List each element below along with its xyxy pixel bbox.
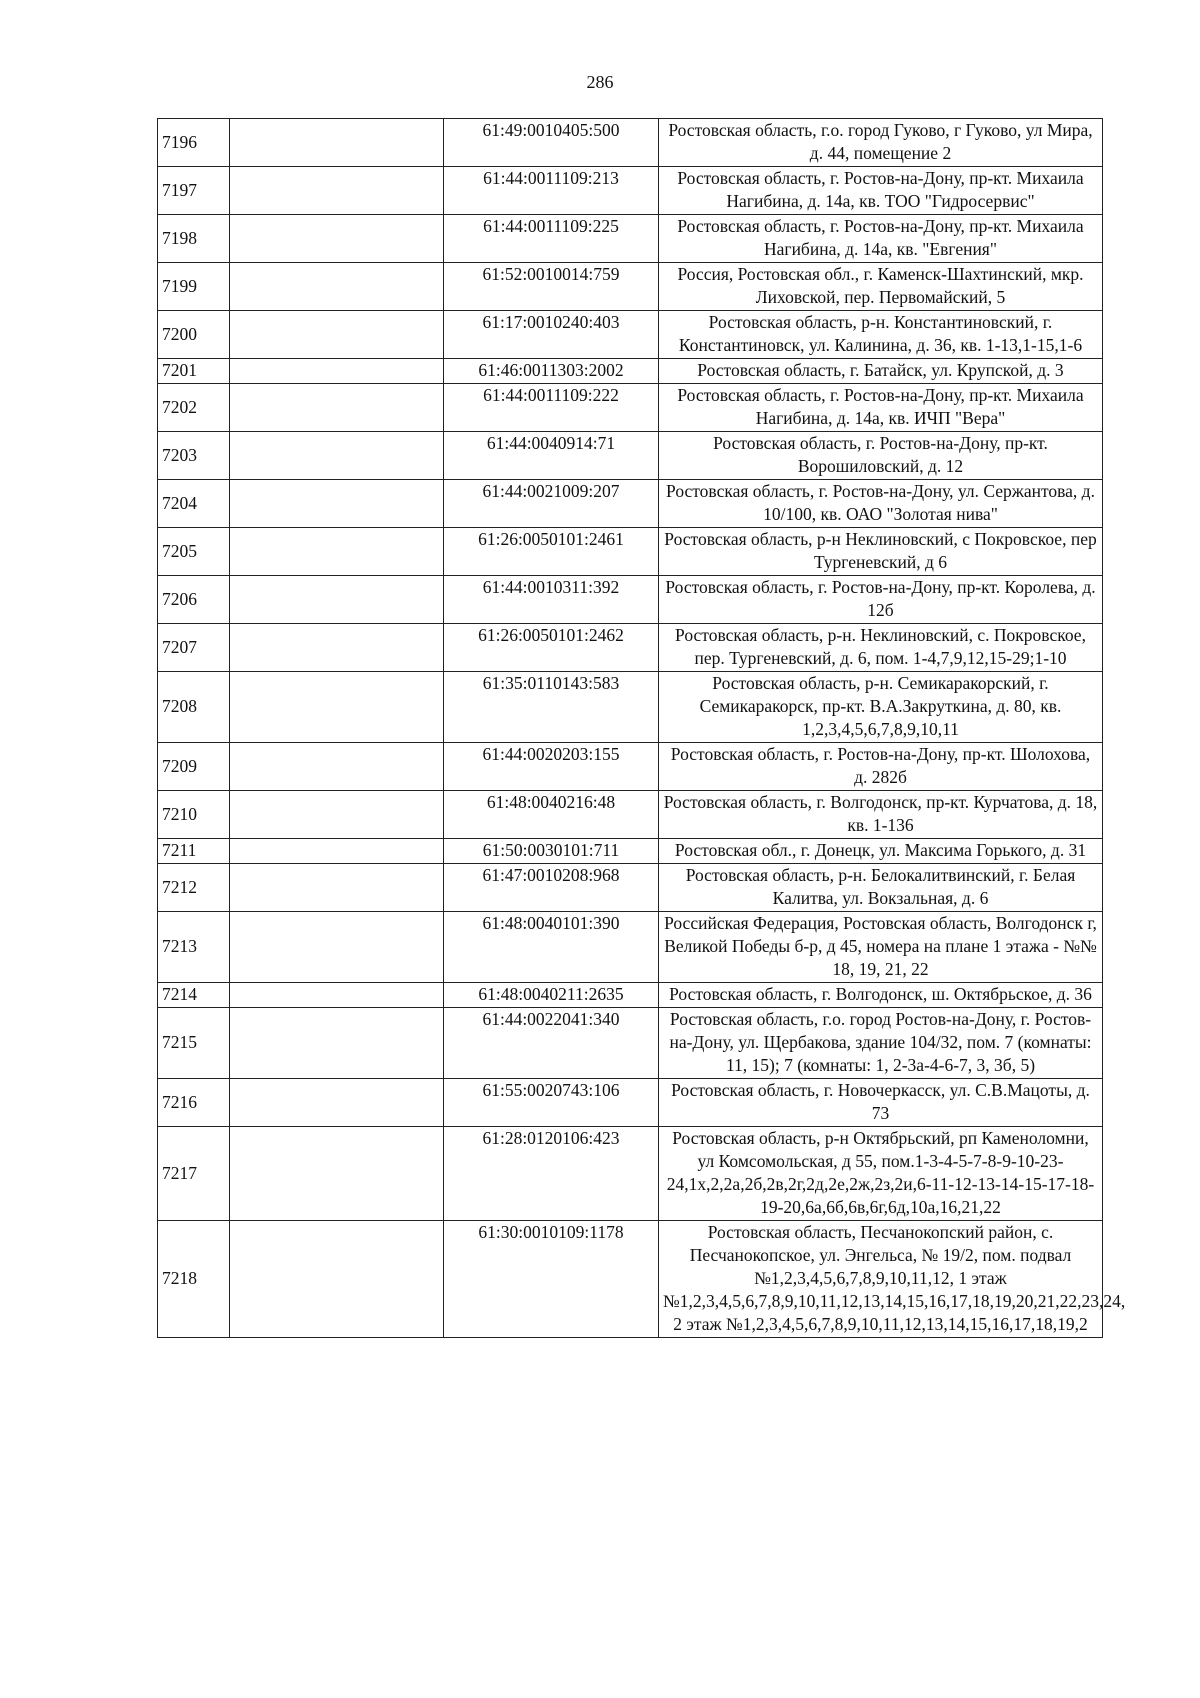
empty-cell bbox=[230, 983, 444, 1008]
row-number: 7213 bbox=[158, 912, 230, 983]
row-number: 7205 bbox=[158, 528, 230, 576]
table-row bbox=[158, 576, 1103, 624]
empty-cell bbox=[230, 1221, 444, 1338]
row-number: 7199 bbox=[158, 263, 230, 311]
cadastral-number: 61:35:0110143:583 bbox=[444, 672, 659, 743]
address: Ростовская область, г. Новочеркасск, ул. С.В.Мацоты, д. 73 bbox=[659, 1079, 1103, 1127]
address: Ростовская область, р-н. Константиновский, г. Константиновск, ул. Калинина, д. 36, кв. 1-13,1-15,1-6 bbox=[659, 311, 1103, 359]
row-number: 7207 bbox=[158, 624, 230, 672]
empty-cell bbox=[230, 624, 444, 672]
table-row bbox=[158, 864, 1103, 912]
table-row bbox=[158, 263, 1103, 311]
table-row bbox=[158, 912, 1103, 983]
row-number: 7212 bbox=[158, 864, 230, 912]
table-row bbox=[158, 1127, 1103, 1221]
address: Ростовская область, Песчанокопский район, с. Песчанокопское, ул. Энгельса, № 19/2, пом. подвал №1,2,3,4,5,6,7,8,9,10,11,12, 1 этаж №1,2,3,4,5,6,7,8,9,10,11,12,13,14,15,16,17,18,19,20,21,22,23,24, 2 этаж №1,2,3,4,5,6,7,8,9,10,11,12,13,14,15,16,17,18,19,2 bbox=[659, 1221, 1103, 1338]
empty-cell bbox=[230, 839, 444, 864]
row-number: 7203 bbox=[158, 432, 230, 480]
row-number: 7210 bbox=[158, 791, 230, 839]
empty-cell bbox=[230, 432, 444, 480]
row-number: 7217 bbox=[158, 1127, 230, 1221]
cadastral-number: 61:48:0040101:390 bbox=[444, 912, 659, 983]
cadastral-number: 61:44:0022041:340 bbox=[444, 1008, 659, 1079]
registry-table-body bbox=[158, 119, 1126, 1338]
empty-cell bbox=[230, 311, 444, 359]
address: Ростовская область, р-н Октябрьский, рп Каменоломни, ул Комсомольская, д 55, пом.1-3-4-5-7-8-9-10-23-24,1х,2,2а,2б,2в,2г,2д,2е,2ж,2з,2и,6-11-12-13-14-15-17-18-19-20,6а,6б,6в,6г,6д,10а,16,21,22 bbox=[659, 1127, 1103, 1221]
cadastral-number: 61:28:0120106:423 bbox=[444, 1127, 659, 1221]
address: Ростовская область, г. Ростов-на-Дону, пр-кт. Шолохова, д. 282б bbox=[659, 743, 1103, 791]
empty-cell bbox=[230, 528, 444, 576]
cadastral-number: 61:30:0010109:1178 bbox=[444, 1221, 659, 1338]
row-number: 7196 bbox=[158, 119, 230, 167]
address: Ростовская область, р-н Неклиновский, с Покровское, пер Тургеневский, д 6 bbox=[659, 528, 1103, 576]
row-number: 7202 bbox=[158, 384, 230, 432]
address: Ростовская область, г. Ростов-на-Дону, ул. Сержантова, д. 10/100, кв. ОАО "Золотая нива" bbox=[659, 480, 1103, 528]
cadastral-number: 61:44:0010311:392 bbox=[444, 576, 659, 624]
table-row bbox=[158, 624, 1103, 672]
row-number: 7208 bbox=[158, 672, 230, 743]
table-row bbox=[158, 167, 1103, 215]
empty-cell bbox=[230, 167, 444, 215]
row-number: 7206 bbox=[158, 576, 230, 624]
table-row bbox=[158, 359, 1103, 384]
address: Ростовская область, г. Ростов-на-Дону, пр-кт. Ворошиловский, д. 12 bbox=[659, 432, 1103, 480]
address: Ростовская область, г. Волгодонск, ш. Октябрьское, д. 36 bbox=[659, 983, 1103, 1008]
row-number: 7214 bbox=[158, 983, 230, 1008]
cadastral-number: 61:47:0010208:968 bbox=[444, 864, 659, 912]
empty-cell bbox=[230, 791, 444, 839]
cadastral-number: 61:48:0040216:48 bbox=[444, 791, 659, 839]
empty-cell bbox=[230, 480, 444, 528]
table-row bbox=[158, 791, 1103, 839]
table-row bbox=[158, 743, 1103, 791]
table-row bbox=[158, 480, 1103, 528]
cadastral-number: 61:26:0050101:2462 bbox=[444, 624, 659, 672]
empty-cell bbox=[230, 1127, 444, 1221]
empty-cell bbox=[230, 119, 444, 167]
address: Ростовская область, г.о. город Гуково, г Гуково, ул Мира, д. 44, помещение 2 bbox=[659, 119, 1103, 167]
address: Ростовская область, г.о. город Ростов-на-Дону, г. Ростов-на-Дону, ул. Щербакова, здание 104/32, пом. 7 (комнаты: 11, 15); 7 (комнаты: 1, 2-3а-4-6-7, 3, 3б, 5) bbox=[659, 1008, 1103, 1079]
empty-cell bbox=[230, 215, 444, 263]
empty-cell bbox=[230, 576, 444, 624]
registry-table bbox=[157, 118, 1126, 1338]
table-row bbox=[158, 983, 1103, 1008]
empty-cell bbox=[230, 359, 444, 384]
cadastral-number: 61:44:0020203:155 bbox=[444, 743, 659, 791]
address: Ростовская область, р-н. Неклиновский, с. Покровское, пер. Тургеневский, д. 6, пом. 1-4,7,9,12,15-29;1-10 bbox=[659, 624, 1103, 672]
cadastral-number: 61:55:0020743:106 bbox=[444, 1079, 659, 1127]
table-row bbox=[158, 1221, 1103, 1338]
address: Ростовская область, г. Ростов-на-Дону, пр-кт. Королева, д. 12б bbox=[659, 576, 1103, 624]
row-number: 7211 bbox=[158, 839, 230, 864]
empty-cell bbox=[230, 1008, 444, 1079]
cadastral-number: 61:50:0030101:711 bbox=[444, 839, 659, 864]
table-row bbox=[158, 839, 1103, 864]
table-row bbox=[158, 1079, 1103, 1127]
cadastral-number: 61:17:0010240:403 bbox=[444, 311, 659, 359]
row-number: 7209 bbox=[158, 743, 230, 791]
cadastral-number: 61:52:0010014:759 bbox=[444, 263, 659, 311]
empty-cell bbox=[230, 743, 444, 791]
row-number: 7201 bbox=[158, 359, 230, 384]
row-number: 7204 bbox=[158, 480, 230, 528]
table-row bbox=[158, 672, 1103, 743]
address: Россия, Ростовская обл., г. Каменск-Шахтинский, мкр. Лиховской, пер. Первомайский, 5 bbox=[659, 263, 1103, 311]
address: Ростовская область, г. Ростов-на-Дону, пр-кт. Михаила Нагибина, д. 14а, кв. ТОО "Гидросервис" bbox=[659, 167, 1103, 215]
empty-cell bbox=[230, 912, 444, 983]
cadastral-number: 61:44:0011109:225 bbox=[444, 215, 659, 263]
empty-cell bbox=[230, 263, 444, 311]
table-row bbox=[158, 1008, 1103, 1079]
table-row bbox=[158, 311, 1103, 359]
cadastral-number: 61:44:0040914:71 bbox=[444, 432, 659, 480]
row-number: 7218 bbox=[158, 1221, 230, 1338]
cadastral-number: 61:49:0010405:500 bbox=[444, 119, 659, 167]
table-row bbox=[158, 119, 1103, 167]
address: Ростовская область, р-н. Белокалитвинский, г. Белая Калитва, ул. Вокзальная, д. 6 bbox=[659, 864, 1103, 912]
cadastral-number: 61:44:0011109:213 bbox=[444, 167, 659, 215]
cadastral-number: 61:44:0011109:222 bbox=[444, 384, 659, 432]
table-row bbox=[158, 215, 1103, 263]
empty-cell bbox=[230, 864, 444, 912]
address: Ростовская область, г. Батайск, ул. Крупской, д. 3 bbox=[659, 359, 1103, 384]
table-row bbox=[158, 528, 1103, 576]
row-number: 7198 bbox=[158, 215, 230, 263]
empty-cell bbox=[230, 1079, 444, 1127]
empty-cell bbox=[230, 384, 444, 432]
row-number: 7200 bbox=[158, 311, 230, 359]
table-row bbox=[158, 384, 1103, 432]
empty-cell bbox=[230, 672, 444, 743]
row-number: 7216 bbox=[158, 1079, 230, 1127]
address: Ростовская область, г. Ростов-на-Дону, пр-кт. Михаила Нагибина, д. 14а, кв. ИЧП "Вера" bbox=[659, 384, 1103, 432]
page-number: 286 bbox=[586, 72, 614, 92]
address: Ростовская область, р-н. Семикаракорский, г. Семикаракорск, пр-кт. В.А.Закруткина, д. 80, кв. 1,2,3,4,5,6,7,8,9,10,11 bbox=[659, 672, 1103, 743]
row-number: 7197 bbox=[158, 167, 230, 215]
cadastral-number: 61:44:0021009:207 bbox=[444, 480, 659, 528]
cadastral-number: 61:26:0050101:2461 bbox=[444, 528, 659, 576]
address: Ростовская обл., г. Донецк, ул. Максима Горького, д. 31 bbox=[659, 839, 1103, 864]
row-number: 7215 bbox=[158, 1008, 230, 1079]
address: Российская Федерация, Ростовская область, Волгодонск г, Великой Победы б-р, д 45, номера на плане 1 этажа - №№ 18, 19, 21, 22 bbox=[659, 912, 1103, 983]
address: Ростовская область, г. Ростов-на-Дону, пр-кт. Михаила Нагибина, д. 14а, кв. "Евгения" bbox=[659, 215, 1103, 263]
table-row bbox=[158, 432, 1103, 480]
address: Ростовская область, г. Волгодонск, пр-кт. Курчатова, д. 18, кв. 1-136 bbox=[659, 791, 1103, 839]
cadastral-number: 61:46:0011303:2002 bbox=[444, 359, 659, 384]
cadastral-number: 61:48:0040211:2635 bbox=[444, 983, 659, 1008]
